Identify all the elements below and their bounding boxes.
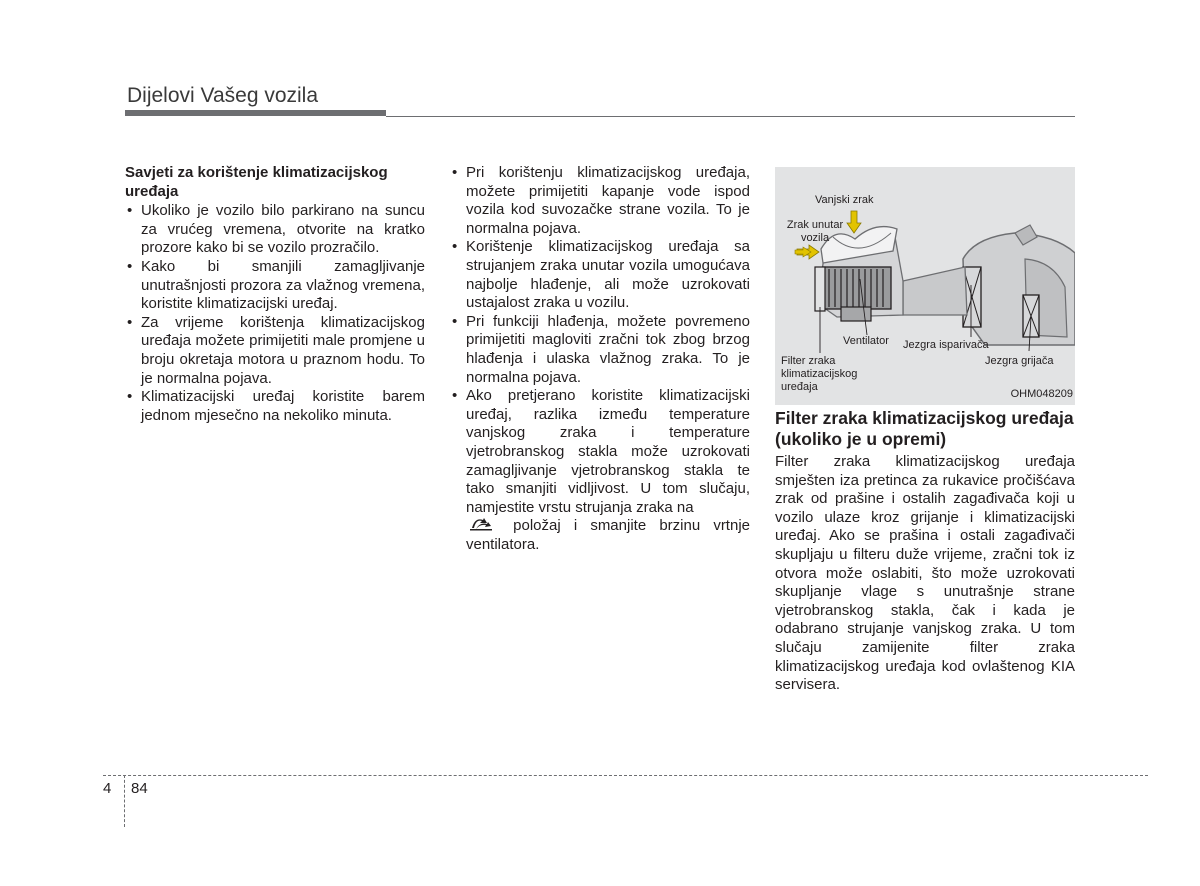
list-item: • Za vrijeme korištenja klimatizacijskog uređaja možete primijetiti male promjene u broju okretaja motora u praznom hodu. To je normalna pojava. xyxy=(125,314,425,388)
label-outside-air: Vanjski zrak xyxy=(815,194,874,206)
label-filter: Filter zraka klimatizacijskog uređaja xyxy=(781,355,858,393)
column-right xyxy=(775,164,1075,695)
page-number: 84 xyxy=(131,780,148,797)
list-item: • Korištenje klimatizacijskog uređaja sa strujanjem zraka unutar vozila umogućava najbolje hlađenje, ali može uzrokovati ustajalost zraka u vozilu. xyxy=(450,238,750,312)
air-filter-diagram xyxy=(775,167,1075,405)
label-blower: Ventilator xyxy=(843,335,889,347)
list-item-text-before-icon: Ako pretjerano koristite klimatizacijski uređaj, razlika između temperature vanjskog zraka i temperature vjetrobranskog stakla može uzrokovati zamagljivanje vjetrobranskog stakla te tako smanjiti vidljivost. U tom slučaju, namjestite vrstu strujanja zraka na xyxy=(466,387,750,516)
figure-code: OHM048209 xyxy=(1010,388,1073,400)
column-middle xyxy=(450,164,750,554)
tips-list-continued xyxy=(450,164,750,554)
tips-heading: Savjeti za korištenje klimatizacijskog uređaja xyxy=(125,164,388,200)
footer-divider xyxy=(124,775,125,827)
list-item: • Ukoliko je vozilo bilo parkirano na suncu za vrućeg vremena, otvorite na kratko prozore kako bi se vozilo prozračilo. xyxy=(125,202,425,258)
list-item: • Klimatizacijski uređaj koristite barem jednom mjesečno na nekoliko minuta. xyxy=(125,388,425,425)
list-item: • Pri korištenju klimatizacijskog uređaja, možete primijetiti kapanje vode ispod vozila kod suvozačke strane vozila. To je normalna pojava. xyxy=(450,164,750,238)
footer-rule xyxy=(103,775,1148,776)
header-rule-thin xyxy=(386,116,1075,117)
chapter-number: 4 xyxy=(103,780,112,797)
list-item: • Pri funkciji hlađenja, možete povremeno primijetiti magloviti zračni tok zbog brzog hlađenja i ulaska vlažnog zraka. To je normalna pojava. xyxy=(450,313,750,387)
section-title: Filter zraka klimatizacijskog uređaja (ukoliko je u opremi) xyxy=(775,408,1074,449)
label-inside-air: Zrak unutar vozila xyxy=(786,219,844,244)
list-item: • Kako bi smanjili zamagljivanje unutrašnjosti prozora za vlažnog vremena, koristite klimatizacijski uređaj. xyxy=(125,258,425,314)
page-header-title: Dijelovi Vašeg vozila xyxy=(127,84,319,107)
recirculation-mode-icon xyxy=(466,517,500,531)
tips-list xyxy=(125,202,425,425)
label-heater: Jezgra grijača xyxy=(985,355,1054,367)
header-rule-thick xyxy=(125,110,386,116)
column-left xyxy=(125,164,425,425)
section-body: Filter zraka klimatizacijskog uređaja smješten iza pretinca za rukavice pročišćava zrak od prašine i ostalih zagađivača koji u vozilo ulaze kroz grijanje i klimatizacijski uređaj. Ako se prašina i ostali zagađivači skupljaju u filteru duže vrijeme, zračni tok iz otvora može oslabiti, što može uzrokovati skupljanje vlage s unutrašnje strane vjetrobranskog stakla, čak i kada je odabrano strujanje vanjskog zraka. U tom slučaju zamijenite filter zraka klimatizacijskog uređaja kod ovlaštenog KIA servisera. xyxy=(775,453,1075,694)
label-evaporator: Jezgra isparivača xyxy=(903,339,989,351)
list-item-text-after-icon: položaj i smanjite brzinu vrtnje ventilatora. xyxy=(466,517,750,553)
list-item xyxy=(450,387,750,554)
